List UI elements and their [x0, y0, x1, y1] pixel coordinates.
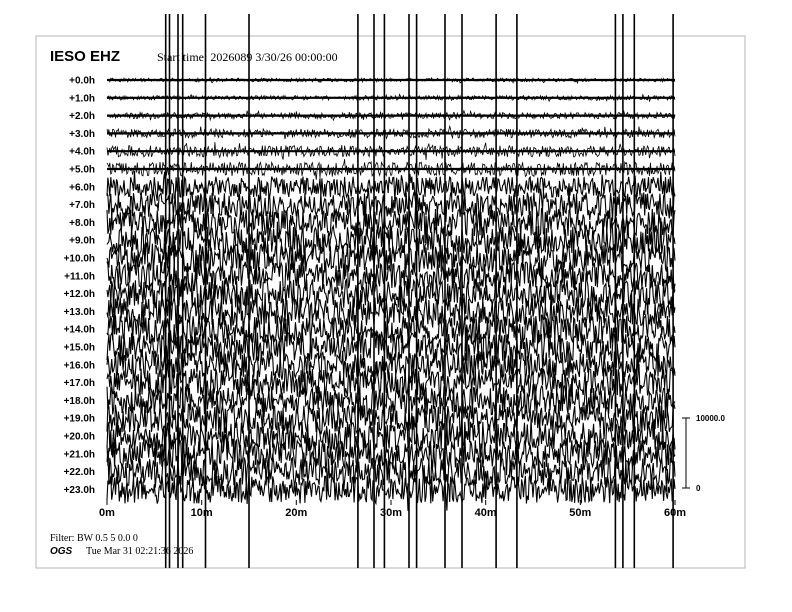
hour-label: +2.0h [69, 111, 95, 123]
minute-tick-label: 40m [474, 507, 497, 519]
hour-label: +8.0h [69, 217, 95, 229]
filter-label: Filter: BW 0.5 5 0.0 0 [50, 533, 138, 544]
minute-tick-label: 60m [663, 507, 687, 519]
hour-label: +17.0h [63, 378, 95, 390]
hour-label: +0.0h [69, 75, 95, 87]
hour-label: +6.0h [69, 182, 95, 194]
hour-label: +21.0h [63, 449, 95, 461]
hour-label: +3.0h [69, 128, 95, 140]
hour-label: +18.0h [63, 395, 95, 407]
hour-label: +7.0h [69, 200, 95, 212]
scale-bar-top-label: 10000.0 [696, 414, 725, 423]
amplitude-scale-bar [682, 414, 725, 493]
minute-tick-label: 10m [190, 507, 213, 519]
hour-label: +10.0h [63, 253, 95, 265]
hour-label: +15.0h [63, 342, 95, 354]
hour-label: +4.0h [69, 146, 95, 158]
station-title: IESO EHZ [50, 48, 121, 65]
hour-label: +22.0h [63, 467, 95, 479]
agency-label: OGS [50, 546, 73, 557]
hour-label: +20.0h [63, 431, 95, 443]
trace-layer [107, 78, 675, 511]
hour-label: +16.0h [63, 360, 95, 372]
plot-time-label: Tue Mar 31 02:21:36 2026 [86, 546, 194, 557]
hour-label: +13.0h [63, 306, 95, 318]
trace-row [107, 361, 675, 403]
hour-label: +12.0h [63, 289, 95, 301]
hour-label: +1.0h [69, 93, 95, 105]
hour-label: +19.0h [63, 413, 95, 425]
minute-tick-label: 0m [99, 507, 115, 519]
hour-label-layer [64, 76, 95, 496]
minute-tick-label: 20m [285, 507, 308, 519]
hour-label: +14.0h [63, 324, 95, 336]
start-time-label: Start time: 2026089 3/30/26 00:00:00 [157, 50, 338, 64]
hour-label: +5.0h [69, 164, 95, 176]
minute-tick-label: 50m [569, 507, 592, 519]
minute-tick-label: 30m [379, 507, 403, 519]
hour-label: +23.0h [63, 484, 95, 496]
scale-bar-bottom-label: 0 [696, 484, 701, 493]
hour-label: +9.0h [69, 235, 95, 247]
minute-axis [99, 500, 686, 519]
hour-label: +11.0h [64, 271, 95, 283]
